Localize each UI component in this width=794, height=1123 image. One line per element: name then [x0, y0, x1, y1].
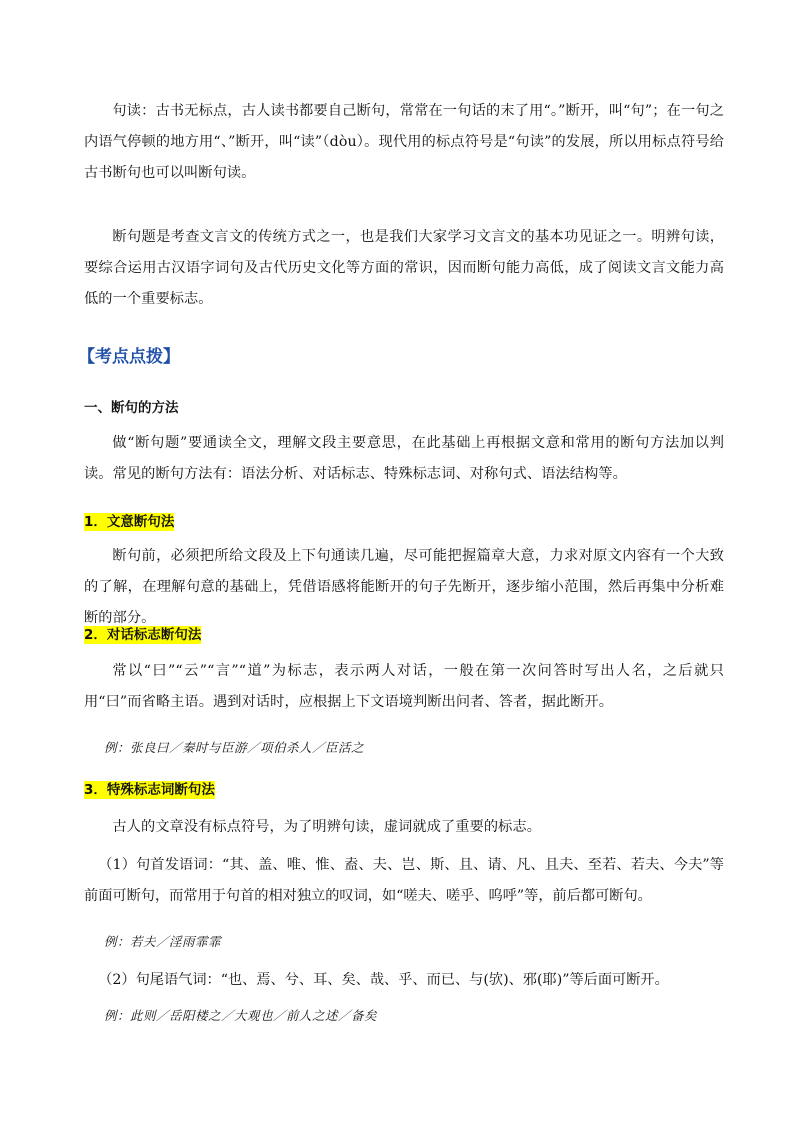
- method-3-heading-text: 3．特殊标志词断句法: [84, 782, 215, 798]
- intro-paragraph-2: 断句题是考查文言文的传统方式之一，也是我们大家学习文言文的基本功见证之一。明辨句读，要综合运用古汉语字词句及古代历史文化等方面的常识，因而断句能力高低，成了阅读文言文能力高低的一个重要标志。: [84, 229, 724, 307]
- method-3-example-1: 例：若夫／淫雨霏霏: [104, 934, 222, 949]
- section-title: 【考点点拨】: [78, 347, 180, 367]
- method-subtitle: 一、断句的方法: [84, 400, 179, 416]
- method-1-heading-text: 1．文意断句法: [84, 514, 175, 530]
- method-1-heading: [84, 510, 174, 530]
- method-2-text: 常以“曰”“云”“言”“道”为标志，表示两人对话，一般在第一次问答时写出人名，之后就只用“曰”而省略主语。遇到对话时，应根据上下文语境判断出问者、答者，据此断开。: [84, 663, 724, 710]
- method-3-item-1: （1）句首发语词：“其、盖、唯、惟、盍、夫、岂、斯、且、请、凡、且夫、至若、若夫、今夫”等前面可断句，而常用于句首的相对独立的叹词，如“嗟夫、嗟乎、呜呼”等，前后都可断句。: [84, 857, 724, 904]
- method-intro-paragraph: 做“断句题”要通读全文，理解文段主要意思，在此基础上再根据文意和常用的断句方法加以判读。常见的断句方法有：语法分析、对话标志、特殊标志词、对称句式、语法结构等。: [84, 435, 724, 482]
- method-2-example: 例：张良曰／秦时与臣游／项伯杀人／臣活之: [104, 740, 365, 755]
- method-3-item-2: （2）句尾语气词：“也、焉、兮、耳、矣、哉、乎、而已、与(欤)、邪(耶)”等后面可断开。: [98, 972, 669, 988]
- method-3-intro: 古人的文章没有标点符号，为了明辨句读，虚词就成了重要的标志。: [112, 819, 542, 835]
- intro-paragraph-1: 句读：古书无标点，古人读书都要自己断句，常常在一句话的末了用“。”断开，叫“句”；在一句之内语气停顿的地方用“、”断开，叫“读”（dòu）。现代用的标点符号是“句读”的发展，所以用标点符号给古书断句也可以叫断句读。: [84, 103, 724, 181]
- method-2-heading-text: 2．对话标志断句法: [84, 627, 202, 643]
- method-3-example-2: 例：此则／岳阳楼之／大观也／前人之述／备矣: [104, 1008, 378, 1023]
- method-1-text: 断句前，必须把所给文段及上下句通读几遍，尽可能把握篇章大意，力求对原文内容有一个大致的了解，在理解句意的基础上，凭借语感将能断开的句子先断开，逐步缩小范围，然后再集中分析难断的部分。: [84, 548, 724, 626]
- method-3-heading: [84, 778, 215, 798]
- method-2-heading: [84, 623, 201, 643]
